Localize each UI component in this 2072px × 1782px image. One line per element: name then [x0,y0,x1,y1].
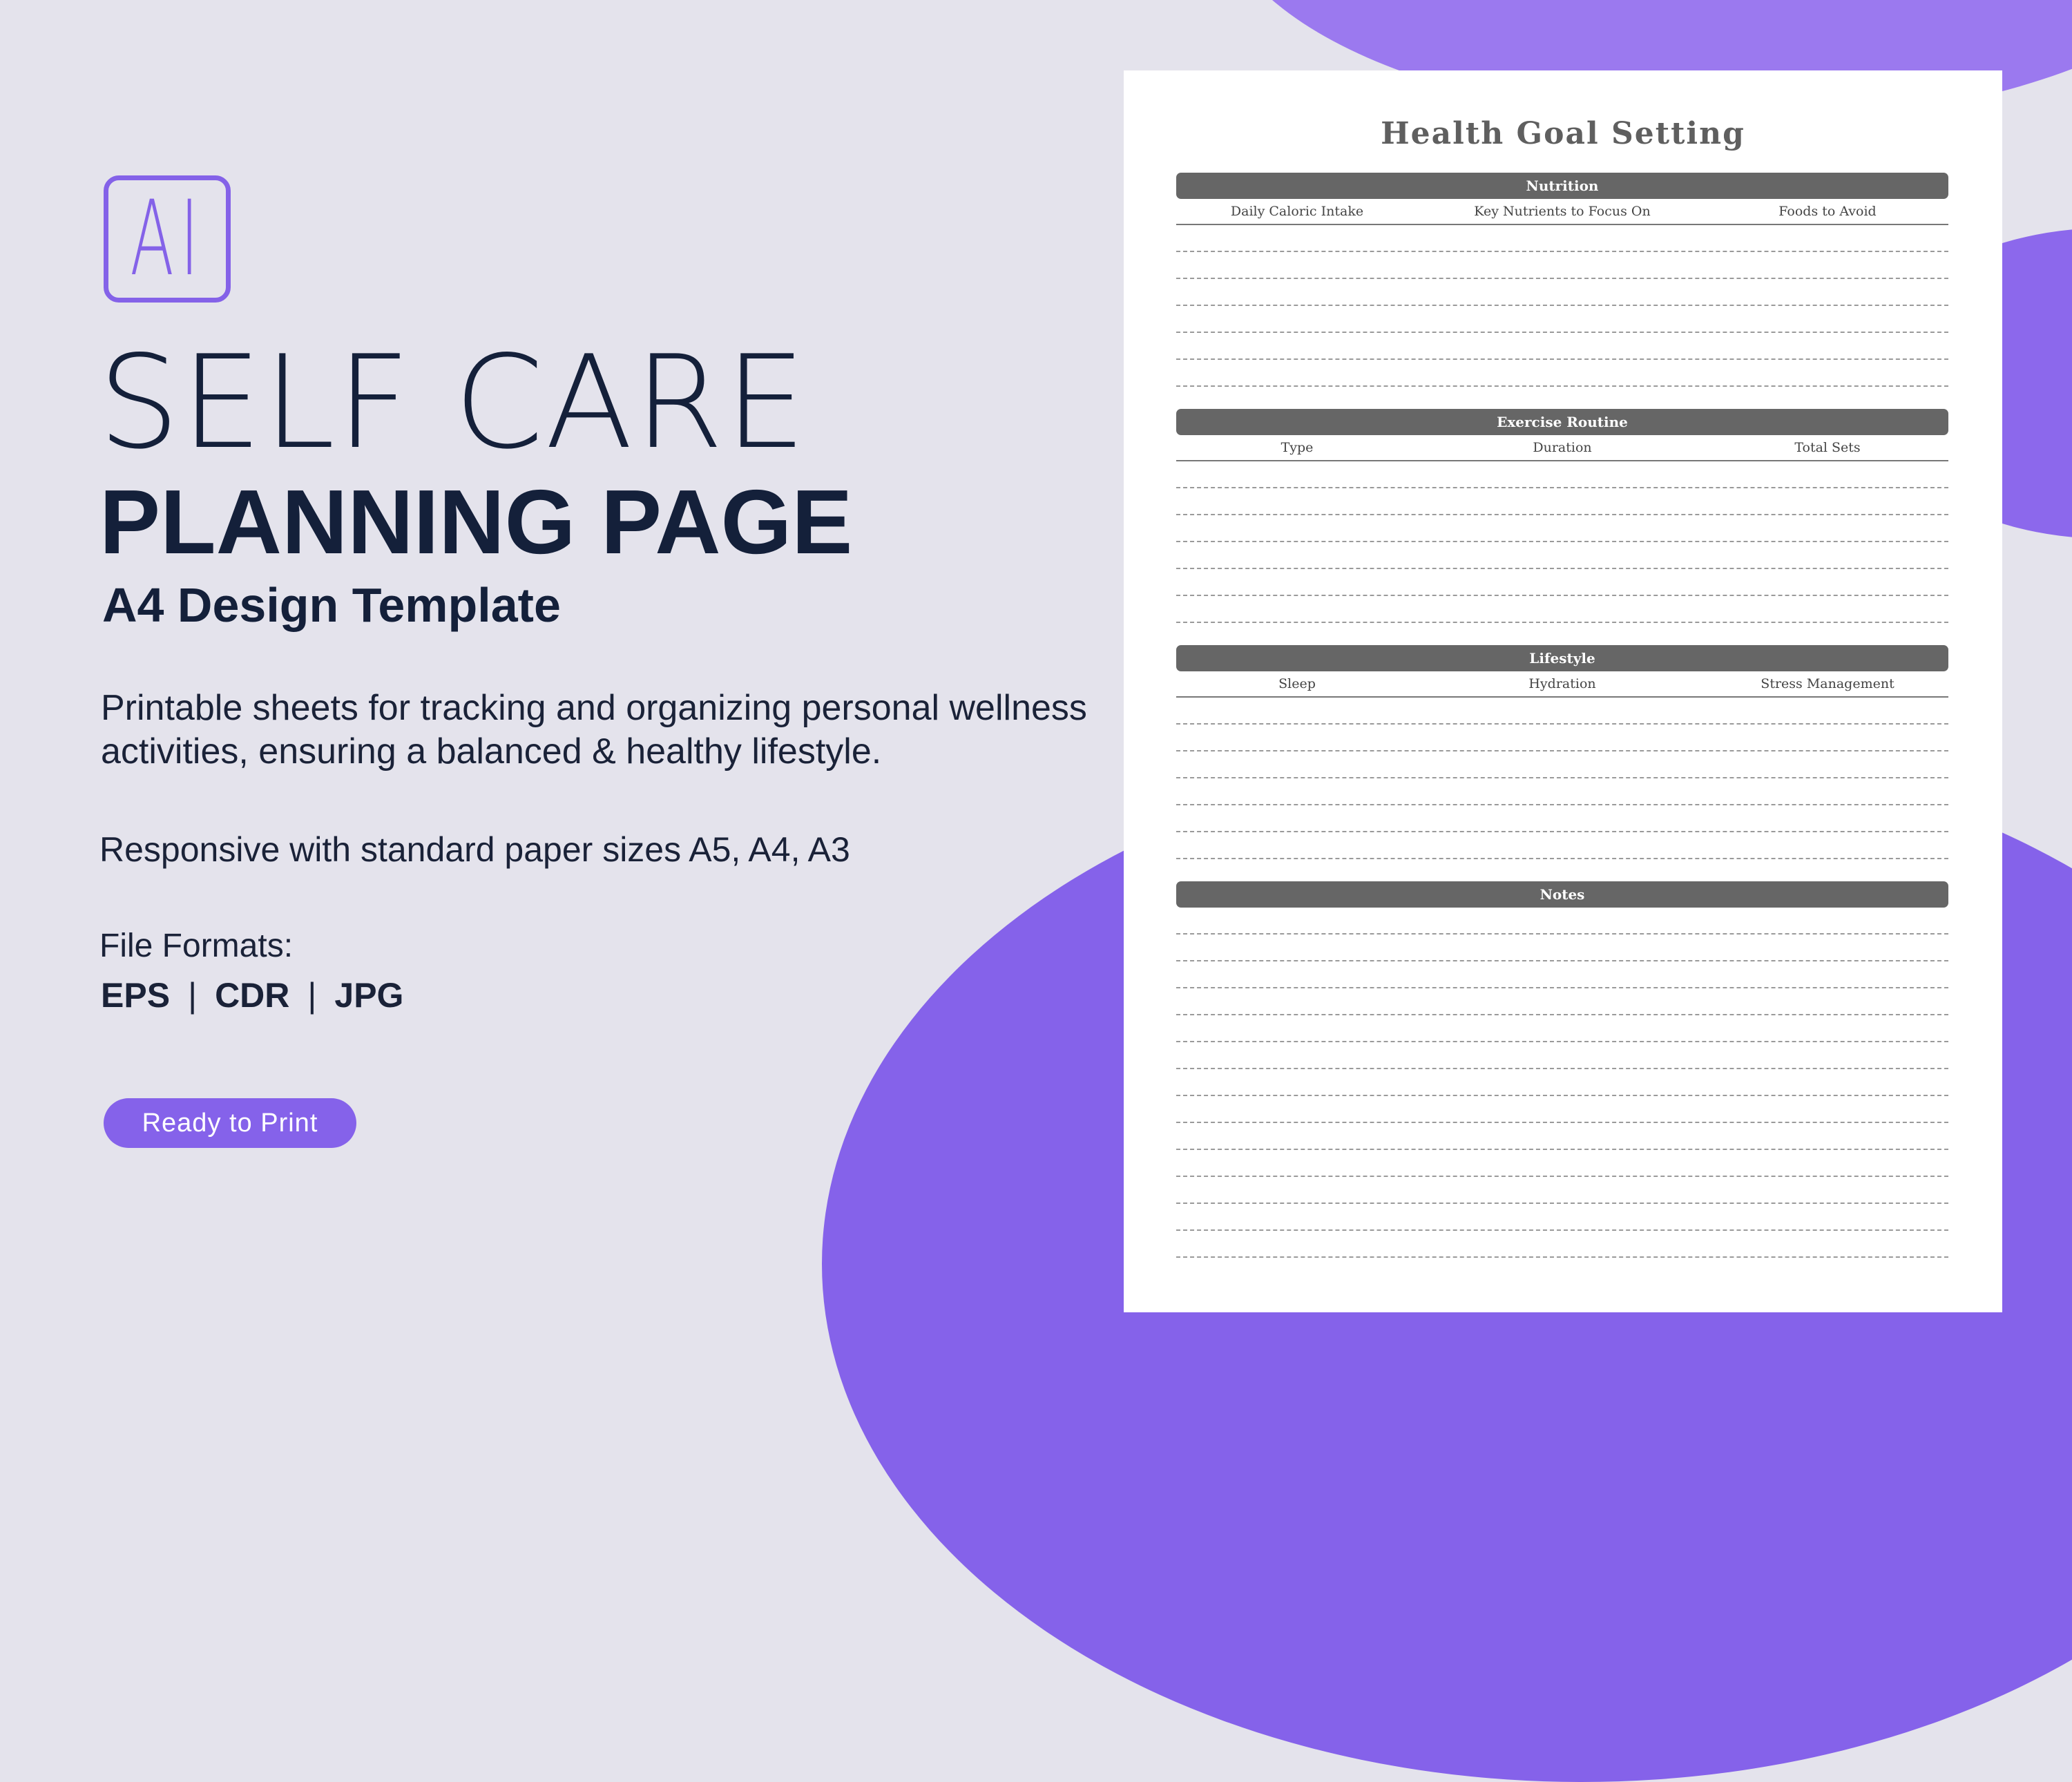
writing-lines [1176,461,1948,623]
writing-line [1176,988,1948,1015]
column-header: Foods to Avoid [1778,204,1877,219]
file-formats-list [101,975,403,1015]
section-notes [1176,881,1948,1258]
format-separator: | [188,976,198,1015]
writing-line [1176,333,1948,360]
subtitle: A4 Design Template [102,578,561,632]
section-exercise-routine [1176,409,1948,623]
section-nutrition [1176,173,1948,387]
writing-lines [1176,698,1948,859]
writing-line [1176,225,1948,252]
writing-line [1176,515,1948,542]
writing-line [1176,778,1948,805]
format-cdr: CDR [215,976,290,1015]
writing-line [1176,725,1948,751]
column-header: Sleep [1278,676,1316,691]
section-header: Notes [1176,881,1948,908]
column-header: Key Nutrients to Focus On [1474,204,1651,219]
writing-line [1176,488,1948,515]
writing-lines [1176,908,1948,1258]
writing-line [1176,1042,1948,1069]
writing-lines [1176,225,1948,387]
ai-file-logo-icon [104,175,231,303]
writing-line [1176,1177,1948,1204]
section-header: Lifestyle [1176,645,1948,671]
writing-line [1176,1150,1948,1177]
column-header: Type [1280,440,1314,455]
column-headers [1176,435,1948,461]
writing-line [1176,461,1948,488]
writing-line [1176,1123,1948,1150]
format-eps: EPS [101,976,171,1015]
writing-line [1176,542,1948,569]
column-header: Stress Management [1761,676,1894,691]
format-separator: | [307,976,317,1015]
column-headers [1176,199,1948,225]
writing-line [1176,1015,1948,1042]
writing-line [1176,961,1948,988]
writing-line [1176,569,1948,596]
writing-line [1176,805,1948,832]
writing-line [1176,832,1948,859]
column-header: Duration [1533,440,1592,455]
writing-line [1176,751,1948,778]
column-header: Hydration [1528,676,1596,691]
writing-line [1176,908,1948,935]
writing-line [1176,360,1948,387]
writing-line [1176,252,1948,279]
planner-sheet-preview [1124,70,2002,1312]
file-formats-label: File Formats: [99,928,294,964]
column-headers [1176,671,1948,698]
description: Printable sheets for tracking and organizing personal wellness activities, ensuring a balanced & healthy lifestyle. [101,688,1087,772]
writing-line [1176,306,1948,333]
writing-line [1176,698,1948,725]
title-line-2: PLANNING PAGE [99,471,853,573]
writing-line [1176,935,1948,961]
paper-sizes-text: Responsive with standard paper sizes A5, A4, A3 [99,830,850,869]
column-header: Daily Caloric Intake [1230,204,1364,219]
sheet-title: Health Goal Setting [1381,116,1745,151]
ai-logo-text: AI [129,179,205,299]
writing-line [1176,1069,1948,1096]
section-header: Nutrition [1176,173,1948,199]
writing-line [1176,279,1948,306]
writing-line [1176,1204,1948,1231]
writing-line [1176,1231,1948,1258]
section-header: Exercise Routine [1176,409,1948,435]
column-header: Total Sets [1794,440,1861,455]
format-jpg: JPG [334,976,404,1015]
ready-to-print-button[interactable]: Ready to Print [104,1098,356,1148]
writing-line [1176,596,1948,623]
section-lifestyle [1176,645,1948,859]
writing-line [1176,1096,1948,1123]
title-line-1: SELF CARE [98,327,808,477]
